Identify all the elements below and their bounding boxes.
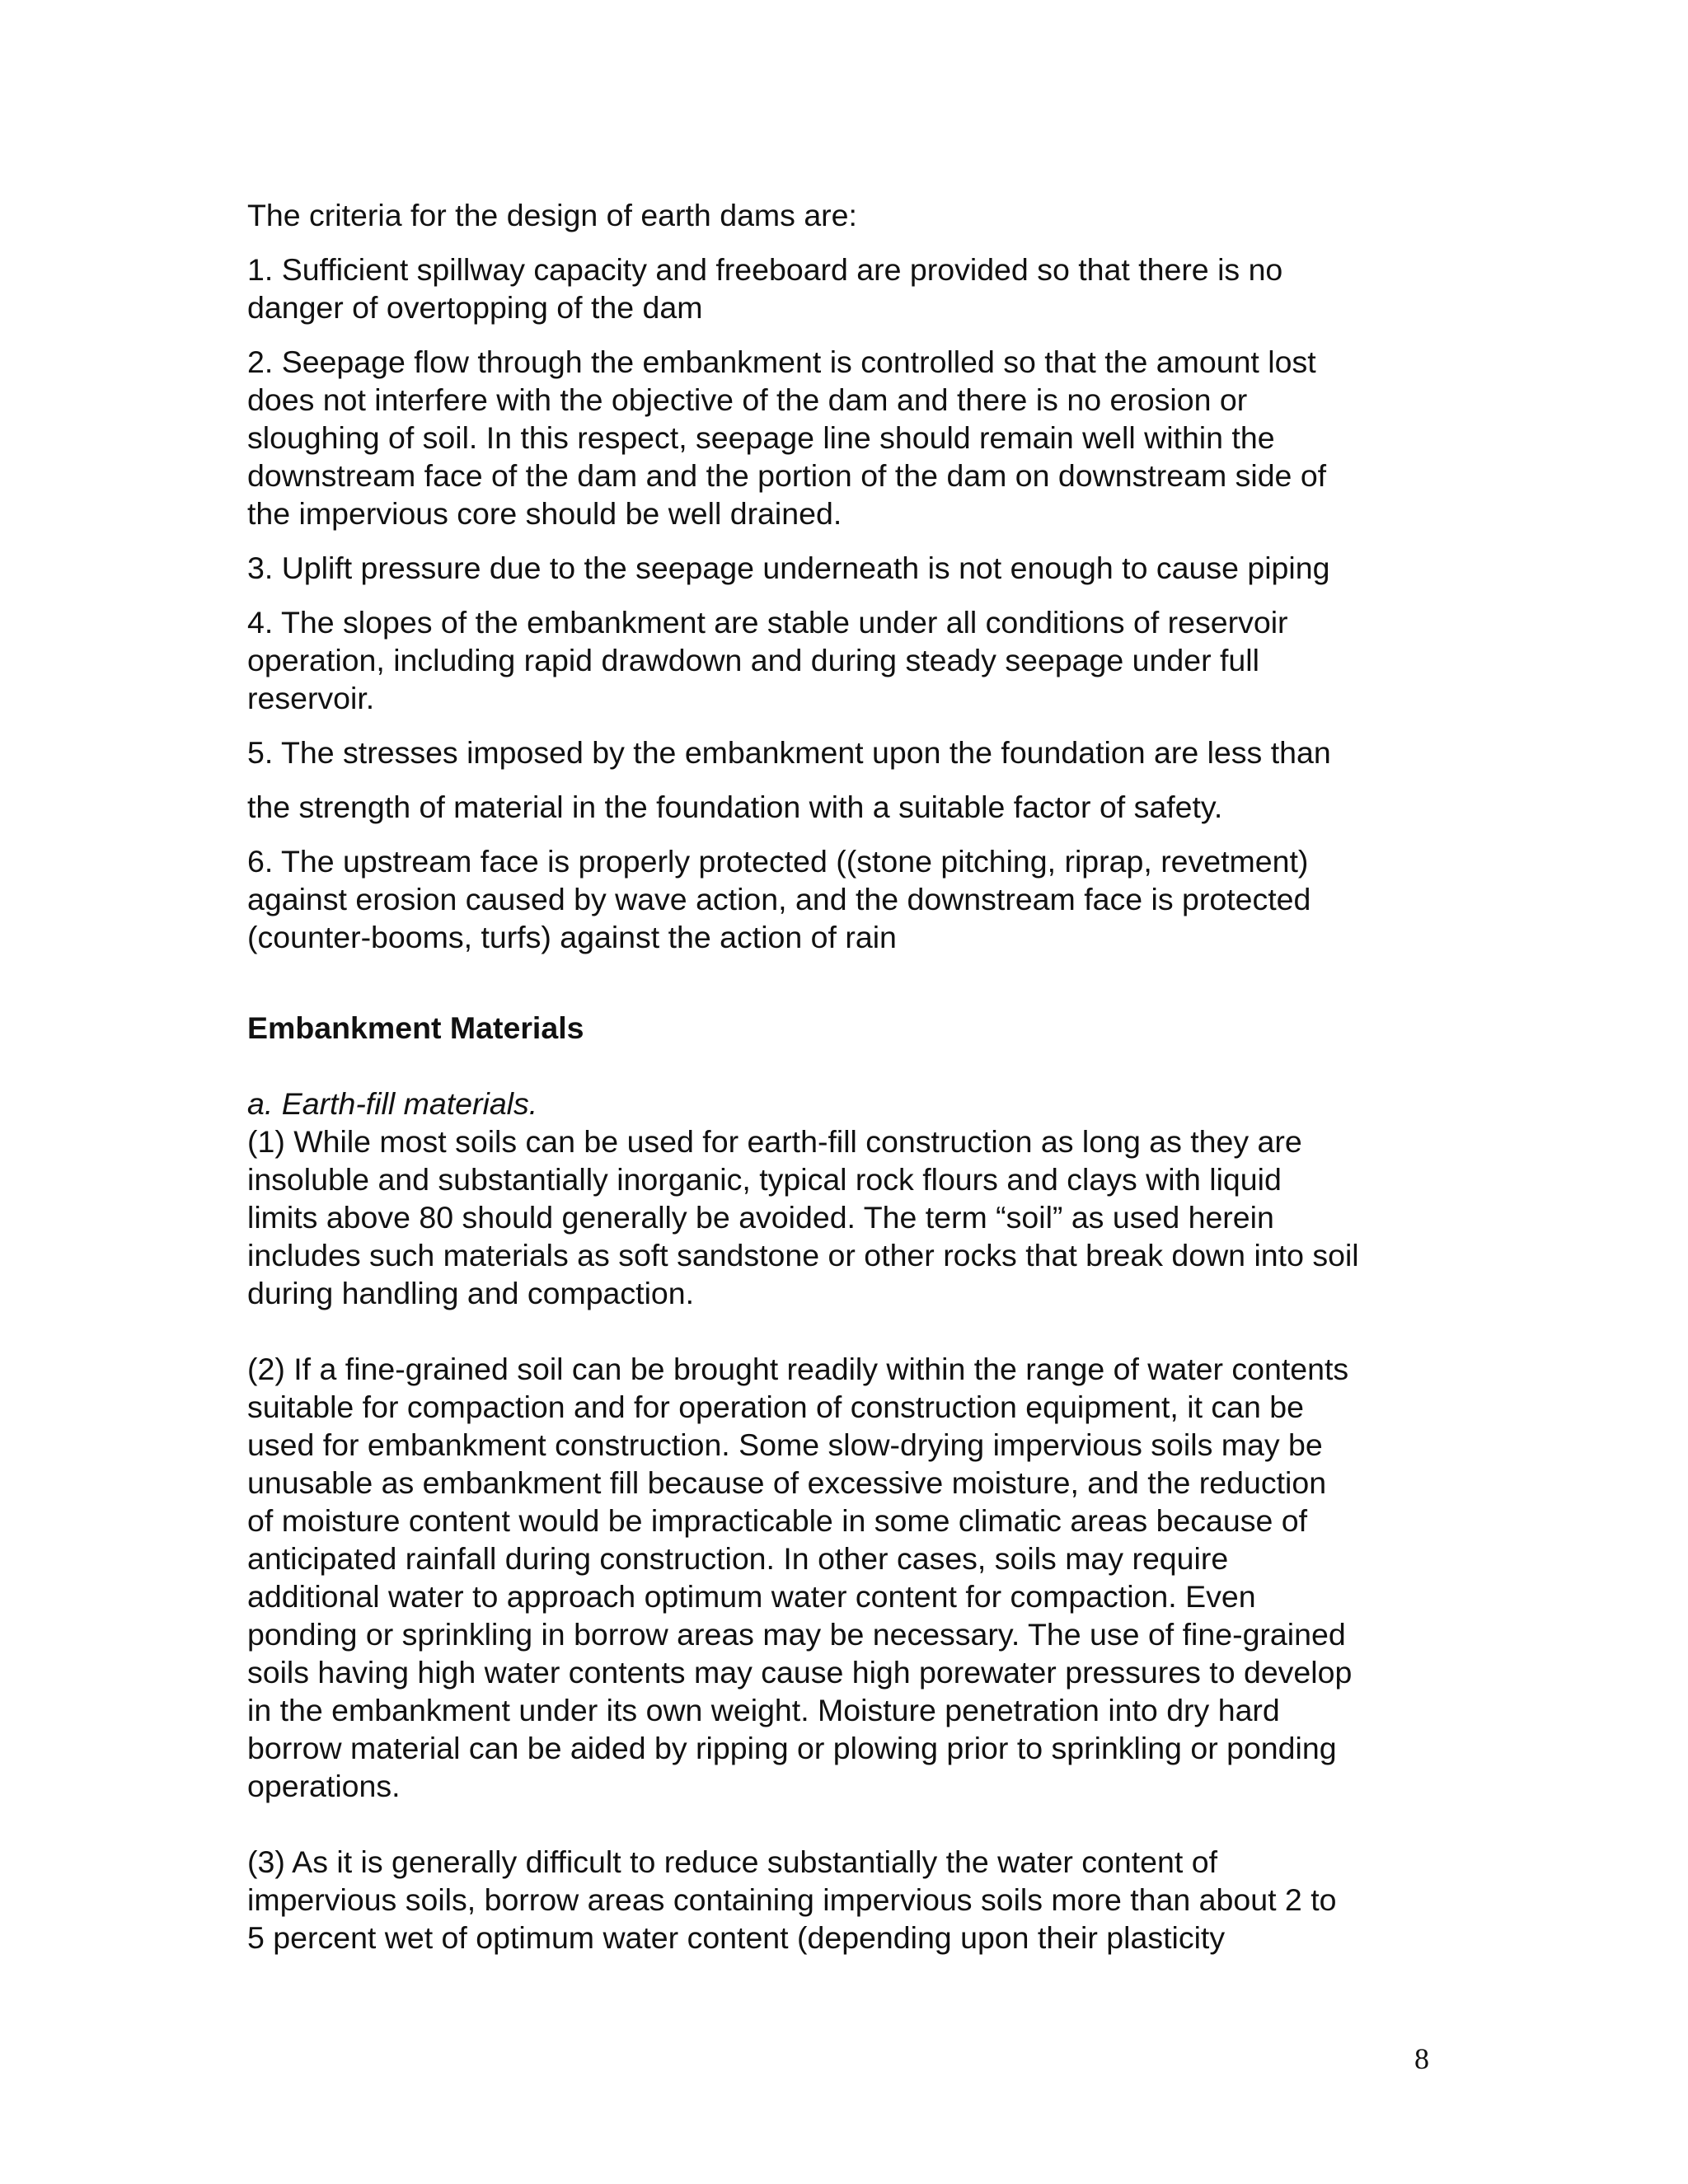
criterion-1: 1. Sufficient spillway capacity and freeboard are provided so that there is no danger of overtopping of the dam xyxy=(247,252,1283,325)
paragraph-1: (1) While most soils can be used for earth-fill construction as long as they are insoluble and substantially inorganic, typical rock flours and clays with liquid limits above 80 should generally be avoided. The term “soil” as used herein includes such materials as soft sandstone or other rocks that break down into soil during handling and compaction. xyxy=(247,1124,1359,1310)
criterion-5-continued: the strength of material in the foundation with a suitable factor of safety. xyxy=(247,790,1223,824)
page-content xyxy=(247,196,1451,1957)
criterion-2: 2. Seepage flow through the embankment is controlled so that the amount lost does not interfere with the objective of the dam and there is no erosion or sloughing of soil. In this respect, seepage line should remain well within the downstream face of the dam and the portion of the dam on downstream side of the impervious core should be well drained. xyxy=(247,344,1327,531)
section-heading: Embankment Materials xyxy=(247,1010,584,1045)
intro-text: The criteria for the design of earth dams are: xyxy=(247,198,857,232)
paragraph-2: (2) If a fine-grained soil can be brought readily within the range of water contents suitable for compaction and for operation of construction equipment, it can be used for embankment construction. Some slow-drying impervious soils may be unusable as embankment fill because of excessive moisture, and the reduction of moisture content would be impracticable in some climatic areas because of anticipated rainfall during construction. In other cases, soils may require additional water to approach optimum water content for compaction. Even ponding or sprinkling in borrow areas may be necessary. The use of fine-grained soils having high water contents may cause high porewater pressures to develop in the embankment under its own weight. Moisture penetration into dry hard borrow material can be aided by ripping or plowing prior to sprinkling or ponding operations. xyxy=(247,1352,1353,1803)
paragraph-3: (3) As it is generally difficult to reduce substantially the water content of impervious soils, borrow areas containing impervious soils more than about 2 to 5 percent wet of optimum water content (depending upon their plasticity xyxy=(247,1844,1337,1955)
criterion-6: 6. The upstream face is properly protected ((stone pitching, riprap, revetment) against erosion caused by wave action, and the downstream face is protected (counter-booms, turfs) against the action of rain xyxy=(247,844,1311,954)
criterion-5: 5. The stresses imposed by the embankment upon the foundation are less than xyxy=(247,735,1331,770)
criterion-3: 3. Uplift pressure due to the seepage underneath is not enough to cause piping xyxy=(247,551,1330,585)
criterion-4: 4. The slopes of the embankment are stable under all conditions of reservoir operation, including rapid drawdown and during steady seepage under full reservoir. xyxy=(247,605,1288,715)
page-number: 8 xyxy=(1414,2042,1429,2075)
subsection-title: a. Earth-fill materials. xyxy=(247,1086,538,1121)
